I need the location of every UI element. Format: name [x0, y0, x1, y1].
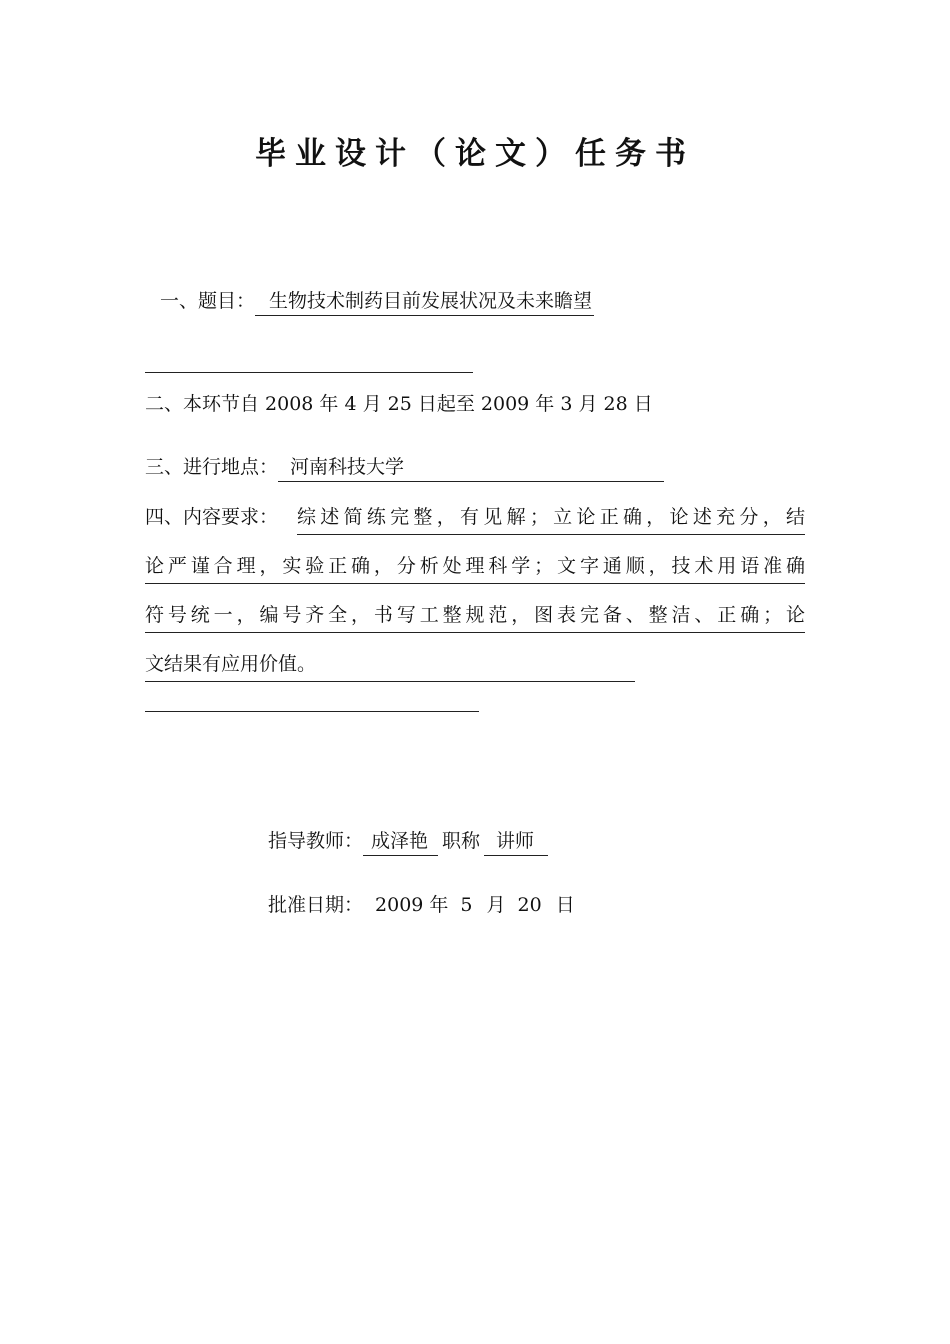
approval-year-unit: 年 [429, 894, 449, 916]
requirements-line-2: 论严谨合理，实验正确，分析处理科学；文字通顺，技术用语准确 [145, 555, 805, 577]
advisor-title-value: 讲师 [484, 829, 548, 856]
requirements-row-4 [145, 651, 805, 700]
requirements-underline-4 [145, 681, 635, 682]
approval-day-unit: 日 [555, 894, 575, 916]
requirements-row-3 [145, 602, 805, 651]
requirements-underline-1 [297, 534, 805, 535]
requirements-underline-2 [145, 583, 805, 584]
approval-row [268, 893, 575, 917]
location-label: 三、进行地点： [145, 456, 279, 478]
requirements-line-4: 文结果有应用价值。 [145, 653, 317, 675]
approval-label: 批准日期： [268, 894, 364, 916]
advisor-title-label: 职称 [442, 830, 481, 852]
requirements-underline-3 [145, 632, 805, 633]
requirements-line-3: 符号统一，编号齐全，书写工整规范，图表完备、整洁、正确；论 [145, 604, 805, 626]
advisor-name: 成泽艳 [363, 829, 438, 856]
requirements-row-1 [145, 504, 805, 553]
approval-month-unit: 月 [486, 894, 506, 916]
advisor-label: 指导教师： [268, 830, 364, 852]
period-row: 二、本环节自 2008 年 4 月 25 日起至 2009 年 3 月 28 日 [145, 393, 653, 415]
location-row [145, 455, 664, 482]
approval-month: 5 [460, 894, 473, 916]
topic-continuation-line [145, 372, 473, 373]
approval-year: 2009 [375, 894, 424, 916]
requirements-continuation-line [145, 711, 479, 712]
requirements-label: 四、内容要求： [145, 506, 279, 528]
topic-row [160, 289, 594, 316]
topic-label: 一、题目： [160, 290, 256, 312]
requirements-row-2 [145, 553, 805, 602]
topic-value: 生物技术制药目前发展状况及未来瞻望 [255, 289, 594, 316]
document-title: 毕业设计（论文）任务书 [255, 136, 695, 172]
advisor-row [268, 829, 548, 856]
approval-day: 20 [517, 894, 542, 916]
location-value: 河南科技大学 [278, 455, 664, 482]
requirements-line-1: 综述简练完整，有见解；立论正确，论述充分，结 [297, 506, 805, 528]
requirements-block [145, 504, 805, 700]
